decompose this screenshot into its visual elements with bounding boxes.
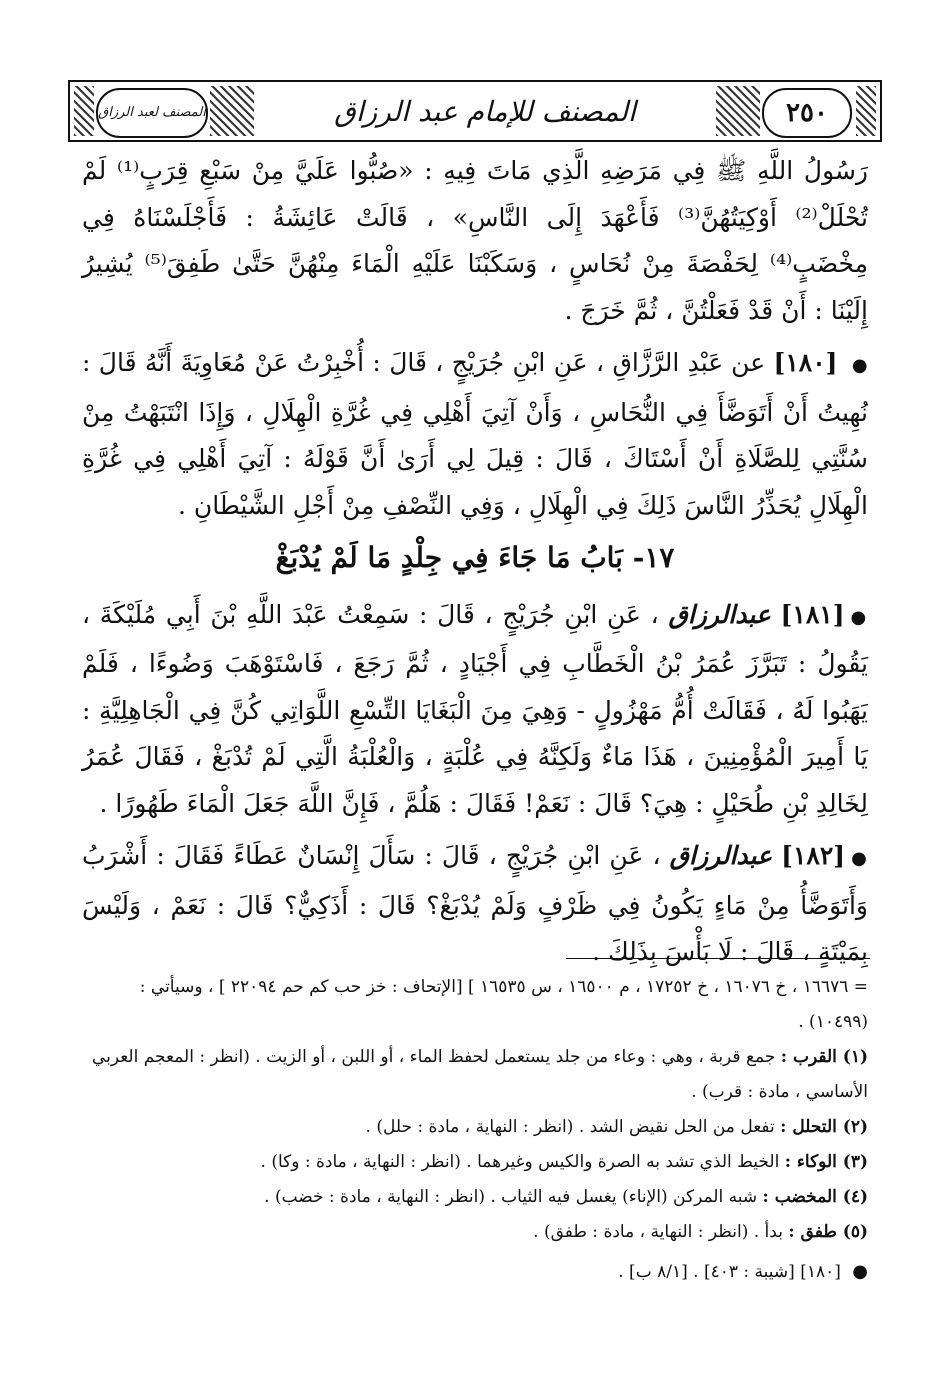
- bullet-icon: ●: [851, 848, 868, 869]
- footnote-label: (٤) المخضب :: [762, 1187, 868, 1207]
- page-number: ٢٥٠: [762, 88, 852, 138]
- footnote-text: بدأ . (انظر : النهاية ، مادة : طفق) .: [533, 1222, 783, 1242]
- footnote-3: [82, 1145, 868, 1180]
- footnote-label: (٥) طفق :: [788, 1222, 868, 1242]
- footnote-2: [82, 1110, 868, 1145]
- paragraph-continued: رَسُولُ اللَّهِ ﷺ فِي مَرَضِهِ الَّذِي مَاتَ فِيهِ : «صُبُّوا عَلَيَّ مِنْ سَبْعِ قِرَبٍ⁽¹⁾ لَمْ تُحْلَلْ⁽²⁾ أَوْكِيَتُهُنَّ⁽³⁾ فَأَعْهَدَ إِلَى النَّاسِ» ، قَالَتْ عَائِشَةُ : فَأَجْلَسْنَاهُ فِي مِخْضَبٍ⁽⁴⁾ لِحَفْصَةَ مِنْ نُحَاسٍ ، وَسَكَبْنَا عَلَيْهِ الْمَاءَ مِنْهُنَّ حَتَّىٰ طَفِقَ⁽⁵⁾ يُشِيرُ إِلَيْنَا : أَنْ قَدْ فَعَلْتُنَّ ، ثُمَّ خَرَجَ .: [82, 156, 869, 325]
- header-ornament-left: [74, 86, 94, 136]
- chapter-heading: ١٧- بَابُ مَا جَاءَ فِي جِلْدٍ مَا لَمْ يُدْبَغْ: [275, 541, 675, 574]
- hadith-number: [١٨١]: [780, 599, 845, 629]
- source-reference: [82, 1254, 868, 1290]
- page-header: [68, 80, 882, 142]
- hadith-181: [82, 592, 868, 828]
- book-seal: المصنف لعبد الرزاق: [96, 88, 208, 138]
- header-ornament-left-inner: [210, 86, 254, 136]
- reference-text: [١٨٠] [شيبة : ٤٠٣] . [٨/١ ب] .: [618, 1262, 841, 1282]
- hadith-182: [82, 833, 868, 976]
- footnote-divider: [566, 958, 870, 959]
- footnote-continuation: = ١٦٦٧٦ ، خ ١٦٠٧٦ ، خ ١٧٢٥٢ ، م ١٦٥٠٠ ، س ١٦٥٣٥ ] [الإتحاف : خز حب كم حم ٢٢٠٩٤ ] ، وسيأتي : (١٠٤٩٩) .: [139, 977, 868, 1032]
- hadith-text: عن عَبْدِ الرَّزَّاقِ ، عَنِ ابْنِ جُرَيْجٍ ، قَالَ : أُخْبِرْتُ عَنْ مُعَاوِيَةَ أَنَّهُ قَالَ : نُهِيتُ أَنْ أَتَوَضَّأَ فِي النُّحَاسِ ، وَأَنْ آتِيَ أَهْلِي فِي غُرَّةِ الْهِلَالِ ، وَإِذَا انْتَبَهْتُ مِنْ سُنَّتِي لِلصَّلَاةِ أَنْ أَسْتَاكَ ، قَالَ : قِيلَ لِي أَرَىٰ أَنَّ قَوْلَهُ : آتِيَ أَهْلِي فِي غُرَّةِ الْهِلَالِ يُحَذِّرُ النَّاسَ ذَلِكَ فِي الْهِلَالِ ، وَفِي النِّصْفِ مِنْ أَجْلِ الشَّيْطَانِ .: [82, 348, 868, 520]
- header-ornament-right: [856, 86, 876, 136]
- footnote-label: (٣) الوكاء :: [784, 1152, 868, 1172]
- hadith-text: ، عَنِ ابْنِ جُرَيْجٍ ، قَالَ : سَأَلَ إِنْسَانٌ عَطَاءً فَقَالَ : أَشْرَبُ وَأَتَوَضَّأُ مِنْ مَاءٍ يَكُونُ فِي ظَرْفٍ وَلَمْ يُدْبَغْ؟ قَالَ : أَذَكِيٌّ؟ قَالَ : نَعَمْ ، وَلَيْسَ بِمَيْتَةٍ ، قَالَ : لَا بَأْسَ بِذَلِكَ .: [82, 841, 868, 966]
- narrator-name: عبدالرزاق: [669, 841, 773, 870]
- book-title: المصنف للإمام عبد الرزاق: [260, 88, 710, 134]
- footnote-4: [82, 1180, 868, 1215]
- bullet-icon: ●: [852, 1261, 868, 1282]
- footnote-text: جمع قربة ، وهي : وعاء من جلد يستعمل لحفظ الماء ، أو اللبن ، أو الزيت . (انظر : المعجم العربي الأساسي ، مادة : قرب) .: [91, 1047, 868, 1102]
- bullet-icon: ●: [851, 355, 868, 376]
- hadith-number: [١٨٢]: [781, 841, 846, 870]
- footnote-5: [82, 1215, 868, 1250]
- footnote-label: (١) القرب :: [780, 1047, 868, 1067]
- bullet-icon: ●: [850, 606, 868, 628]
- footnote-text: تفعل من الحل نقيض الشد . (انظر : النهاية ، مادة : حلل) .: [365, 1117, 775, 1137]
- footnote-label: (٢) التحلل :: [780, 1117, 868, 1137]
- footnote-1: [82, 1040, 868, 1110]
- header-ornament-right-inner: [716, 86, 760, 136]
- hadith-number: [١٨٠]: [773, 348, 838, 377]
- footnote-text: الخيط الذي تشد به الصرة والكيس وغيرهما . (انظر : النهاية ، مادة : وكا) .: [260, 1152, 780, 1172]
- footnote-text: شبه المركن (الإناء) يغسل فيه الثياب . (انظر : النهاية ، مادة : خضب) .: [264, 1187, 758, 1207]
- hadith-text: ، عَنِ ابْنِ جُرَيْجٍ ، قَالَ : سَمِعْتُ عَبْدَ اللَّهِ بْنَ أَبِي مُلَيْكَةَ ، يَقُولُ : تَبَرَّزَ عُمَرُ بْنُ الْخَطَّابِ فِي أَجْيَادٍ ، ثُمَّ رَجَعَ ، فَاسْتَوْهَبَ وَضُوءًا ، فَلَمْ يَهَبُوا لَهُ ، فَقَالَتْ أُمُّ مَهْزُولٍ - وَهِيَ مِنَ الْبَغَايَا التِّسْعِ اللَّوَاتِي كُنَّ فِي الْجَاهِلِيَّةِ : يَا أَمِيرَ الْمُؤْمِنِينَ ، هَذَا مَاءٌ وَلَكِنَّهُ فِي عُلْبَةٍ ، وَالْعُلْبَةُ الَّتِي لَمْ تُدْبَغْ ، فَقَالَ عُمَرُ لِخَالِدِ بْنِ طُحَيْلٍ : هِيَ؟ قَالَ : نَعَمْ! فَقَالَ : هَلُمَّ ، فَإِنَّ اللَّهَ جَعَلَ الْمَاءَ طَهُورًا .: [82, 599, 868, 818]
- narrator-name: عبدالرزاق: [668, 599, 771, 629]
- hadith-180: [82, 340, 868, 529]
- main-text: [82, 148, 868, 982]
- footnotes: [82, 970, 868, 1290]
